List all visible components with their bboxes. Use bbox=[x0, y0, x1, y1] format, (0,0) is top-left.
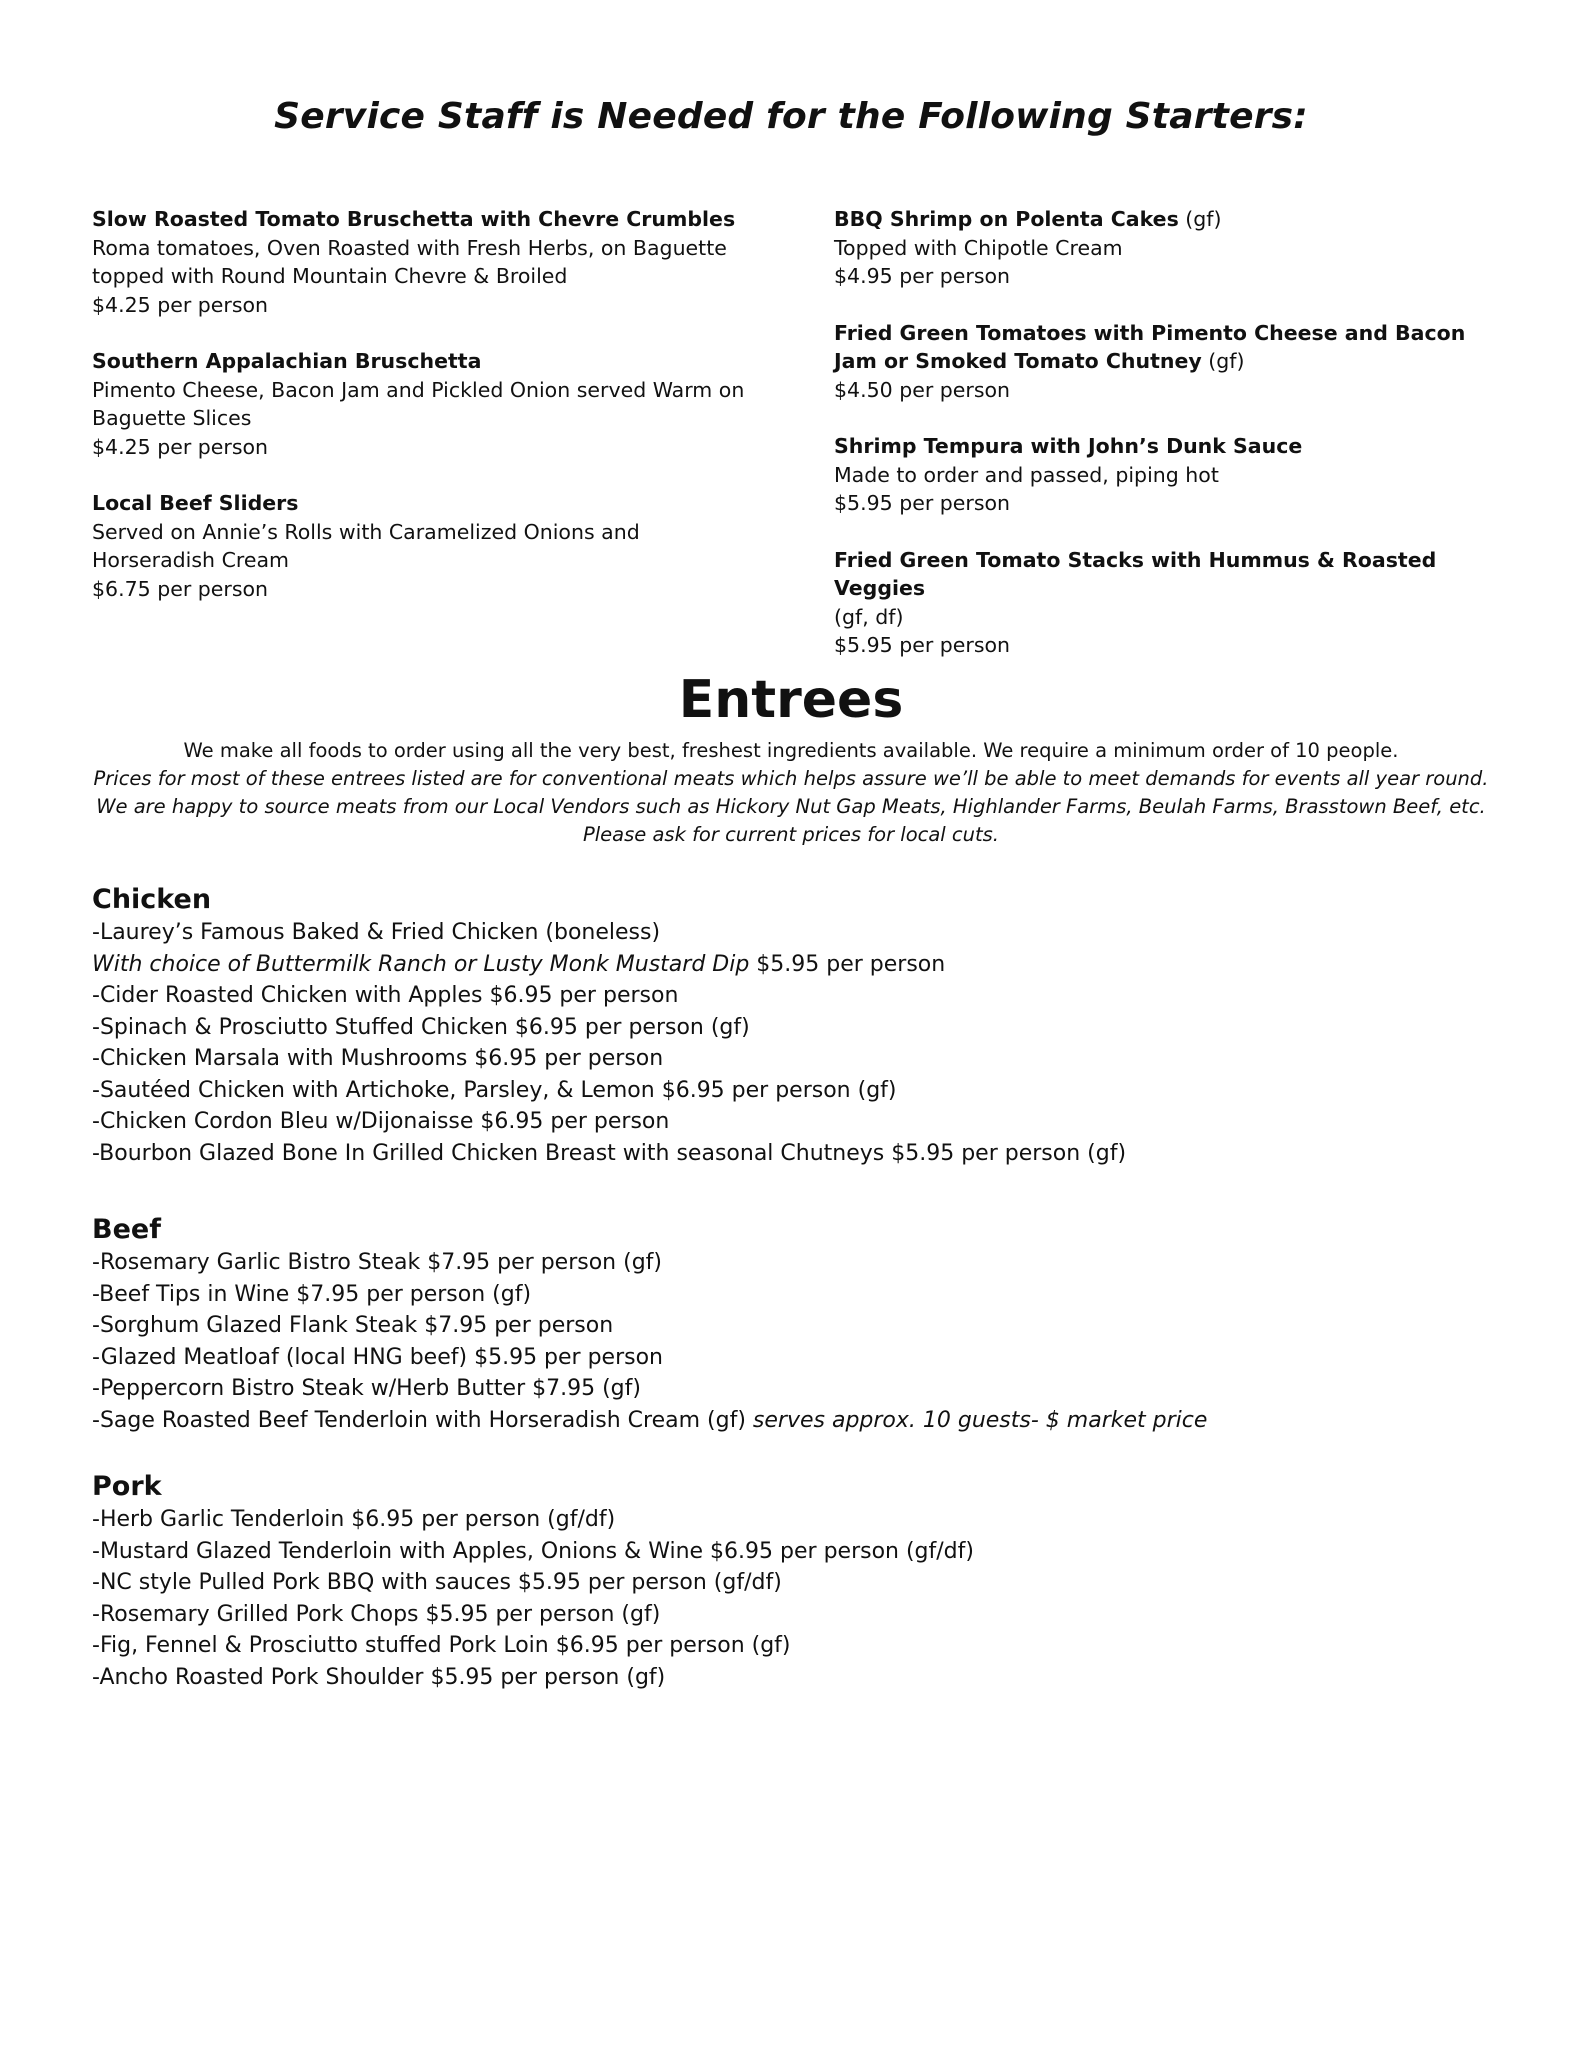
starter-tag: (gf) bbox=[1201, 349, 1245, 373]
starter-description: Made to order and passed, piping hot bbox=[834, 462, 1219, 487]
starter-description: (gf, df) bbox=[834, 604, 904, 629]
tenderloin-note: serves approx. 10 guests- $ market price bbox=[752, 1407, 1208, 1433]
starter-item bbox=[834, 205, 1494, 291]
starter-price: $4.95 per person bbox=[834, 264, 1011, 288]
starter-item bbox=[834, 432, 1494, 518]
menu-item: -Fig, Fennel & Prosciutto stuffed Pork Loin $6.95 per person (gf) bbox=[92, 1633, 791, 1658]
chicken-section bbox=[92, 883, 1512, 1169]
starter-description: Pimento Cheese, Bacon Jam and Pickled Onion served Warm on Baguette Slices bbox=[92, 377, 745, 430]
entrees-note: Prices for most of these entrees listed are for conventional meats which helps assure we’ll be able to meet demands for events all year round. We are happy to source meats from our Local Vendors such as Hickory Nut Gap Meats, Highlander Farms, Beulah Farms, Brasstown Beef, etc. Please ask for current prices for local cuts. bbox=[93, 767, 1489, 846]
starter-item bbox=[92, 347, 752, 461]
starters-left-column bbox=[92, 205, 752, 631]
starters-title: Service Staff is Needed for the Following Starters: bbox=[274, 96, 1308, 137]
menu-item: -Spinach & Prosciutto Stuffed Chicken $6.95 per person (gf) bbox=[92, 1014, 750, 1040]
starter-price: $5.95 per person bbox=[834, 633, 1011, 657]
starter-name: Local Beef Sliders bbox=[92, 491, 299, 515]
menu-item: -Rosemary Grilled Pork Chops $5.95 per person (gf) bbox=[92, 1601, 661, 1627]
starter-item bbox=[92, 205, 752, 319]
pork-section bbox=[92, 1470, 1512, 1693]
starter-description: Roma tomatoes, Oven Roasted with Fresh Herbs, on Baguette topped with Round Mountain Chevre & Broiled bbox=[92, 235, 727, 288]
tenderloin-item: -Sage Roasted Beef Tenderloin with Horseradish Cream (gf) bbox=[92, 1407, 753, 1433]
menu-item: -Laurey’s Famous Baked & Fried Chicken (boneless) bbox=[92, 920, 661, 945]
section-heading: Beef bbox=[92, 1214, 161, 1245]
entrees-intro-block bbox=[90, 737, 1492, 849]
starter-name: Fried Green Tomatoes with Pimento Cheese and Bacon Jam or Smoked Tomato Chutney bbox=[834, 320, 1466, 373]
starter-item bbox=[92, 489, 752, 603]
beef-section bbox=[92, 1213, 1512, 1436]
menu-item: -Beef Tips in Wine $7.95 per person (gf) bbox=[92, 1281, 532, 1307]
starter-description: Served on Annie’s Rolls with Caramelized Onions and Horseradish Cream bbox=[92, 519, 640, 572]
menu-item: -NC style Pulled Pork BBQ with sauces $5.95 per person (gf/df) bbox=[92, 1570, 782, 1595]
menu-item: -Mustard Glazed Tenderloin with Apples, Onions & Wine $6.95 per person (gf/df) bbox=[92, 1538, 974, 1564]
starters-right-column bbox=[834, 205, 1494, 688]
starter-name: Slow Roasted Tomato Bruschetta with Chevre Crumbles bbox=[92, 207, 736, 231]
section-heading: Chicken bbox=[92, 884, 212, 915]
starter-tag: (gf) bbox=[1178, 207, 1222, 231]
menu-item: -Chicken Marsala with Mushrooms $6.95 per person bbox=[92, 1046, 664, 1071]
starter-item bbox=[834, 319, 1494, 405]
menu-item-note bbox=[92, 949, 1512, 981]
menu-item: -Sorghum Glazed Flank Steak $7.95 per person bbox=[92, 1313, 614, 1338]
starter-price: $6.75 per person bbox=[92, 576, 269, 601]
menu-item: -Herb Garlic Tenderloin $6.95 per person (gf/df) bbox=[92, 1507, 616, 1532]
starter-price: $4.25 per person bbox=[92, 434, 269, 459]
entrees-intro: We make all foods to order using all the very best, freshest ingredients available. We require a minimum order of 10 people. bbox=[183, 739, 1399, 762]
starter-price: $5.95 per person bbox=[834, 491, 1011, 515]
starter-item bbox=[834, 546, 1494, 660]
entrees-title: Entrees bbox=[678, 670, 904, 730]
starter-description: Topped with Chipotle Cream bbox=[834, 235, 1123, 260]
menu-item: -Cider Roasted Chicken with Apples $6.95 per person bbox=[92, 983, 679, 1008]
menu-item bbox=[92, 1405, 1512, 1437]
starter-name: BBQ Shrimp on Polenta Cakes bbox=[834, 207, 1179, 231]
dip-price: $5.95 per person bbox=[749, 951, 946, 977]
menu-item: -Bourbon Glazed Bone In Grilled Chicken Breast with seasonal Chutneys $5.95 per person (gf) bbox=[92, 1140, 1127, 1166]
section-heading: Pork bbox=[92, 1471, 162, 1502]
starter-name: Fried Green Tomato Stacks with Hummus & Roasted Veggies bbox=[834, 547, 1437, 600]
starter-name: Southern Appalachian Bruschetta bbox=[92, 349, 482, 373]
menu-item: -Glazed Meatloaf (local HNG beef) $5.95 per person bbox=[92, 1344, 664, 1370]
starter-name: Shrimp Tempura with John’s Dunk Sauce bbox=[834, 434, 1303, 458]
starter-price: $4.25 per person bbox=[92, 292, 269, 317]
menu-item: -Sautéed Chicken with Artichoke, Parsley, & Lemon $6.95 per person (gf) bbox=[92, 1077, 897, 1103]
menu-item: -Rosemary Garlic Bistro Steak $7.95 per person (gf) bbox=[92, 1250, 662, 1275]
menu-item: -Ancho Roasted Pork Shoulder $5.95 per person (gf) bbox=[92, 1664, 666, 1690]
menu-item: -Chicken Cordon Bleu w/Dijonaisse $6.95 per person bbox=[92, 1109, 670, 1134]
dip-choice: With choice of Buttermilk Ranch or Lusty Monk Mustard Dip bbox=[92, 951, 750, 977]
menu-item: -Peppercorn Bistro Steak w/Herb Butter $7.95 (gf) bbox=[92, 1376, 641, 1401]
starter-price: $4.50 per person bbox=[834, 377, 1011, 402]
